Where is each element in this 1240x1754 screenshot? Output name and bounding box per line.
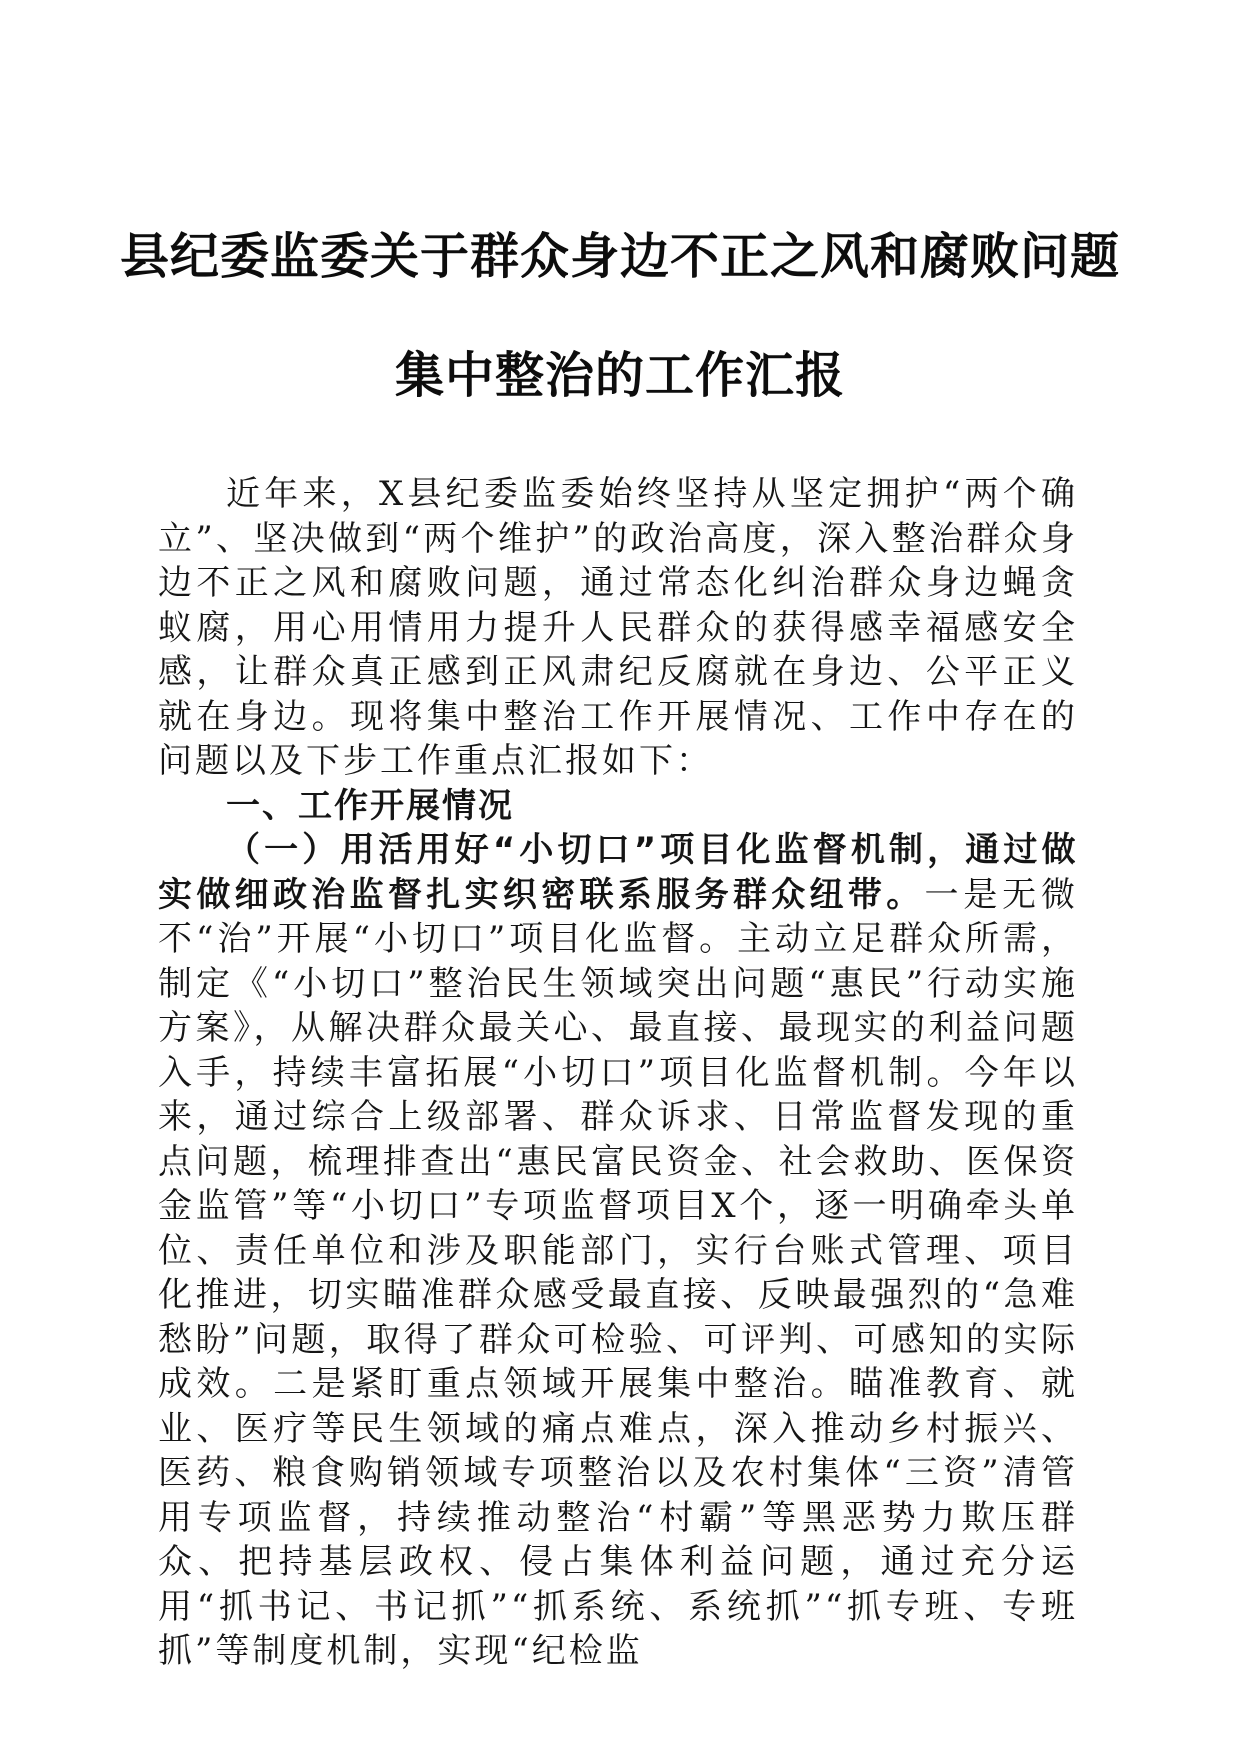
intro-paragraph: 近年来，X县纪委监委始终坚持从坚定拥护“两个确立”、坚决做到“两个维护”的政治高度，深入整治群众身边不正之风和腐败问题，通过常态化纠治群众身边蝇贪蚁腐，用心用情用力提升人民群众的获得感幸福感安全感，让群众真正感到正风肃纪反腐就在身边、公平正义就在身边。现将集中整治工作开展情况、工作中存在的问题以及下步工作重点汇报如下： (158, 474, 1078, 781)
subsection-lead-1: （一）用活用好“小切口”项目化监督机制，通过做实做细政治监督扎实织密联系服务群众纽带。 (158, 830, 1078, 915)
document-title-line-2: 集中整治的工作汇报 (394, 346, 845, 404)
document-title-line-1: 县纪委监委关于群众身边不正之风和腐败问题 (120, 227, 1121, 285)
document-body (158, 472, 1078, 1674)
subsection-body-1: 一是无微不“治”开展“小切口”项目化监督。主动立足群众所需，制定《“小切口”整治民生领域突出问题“惠民”行动实施方案》，从解决群众最关心、最直接、最现实的利益问题入手，持续丰富拓展“小切口”项目化监督机制。今年以来，通过综合上级部署、群众诉求、日常监督发现的重点问题，梳理排查出“惠民富民资金、社会救助、医保资金监管”等“小切口”专项监督项目X个，逐一明确牵头单位、责任单位和涉及职能部门，实行台账式管理、项目化推进，切实瞄准群众感受最直接、反映最强烈的“急难愁盼”问题，取得了群众可检验、可评判、可感知的实际成效。二是紧盯重点领域开展集中整治。瞄准教育、就业、医疗等民生领域的痛点难点，深入推动乡村振兴、医药、粮食购销领域专项整治以及农村集体“三资”清管用专项监督，持续推动整治“村霸”等黑恶势力欺压群众、把持基层政权、侵占集体利益问题，通过充分运用“抓书记、书记抓”“抓系统、系统抓”“抓专班、专班抓”等制度机制，实现“纪检监 (158, 874, 1079, 1671)
subsection-paragraph-1 (158, 828, 1078, 1674)
section-heading-1: 一、工作开展情况 (226, 785, 514, 826)
